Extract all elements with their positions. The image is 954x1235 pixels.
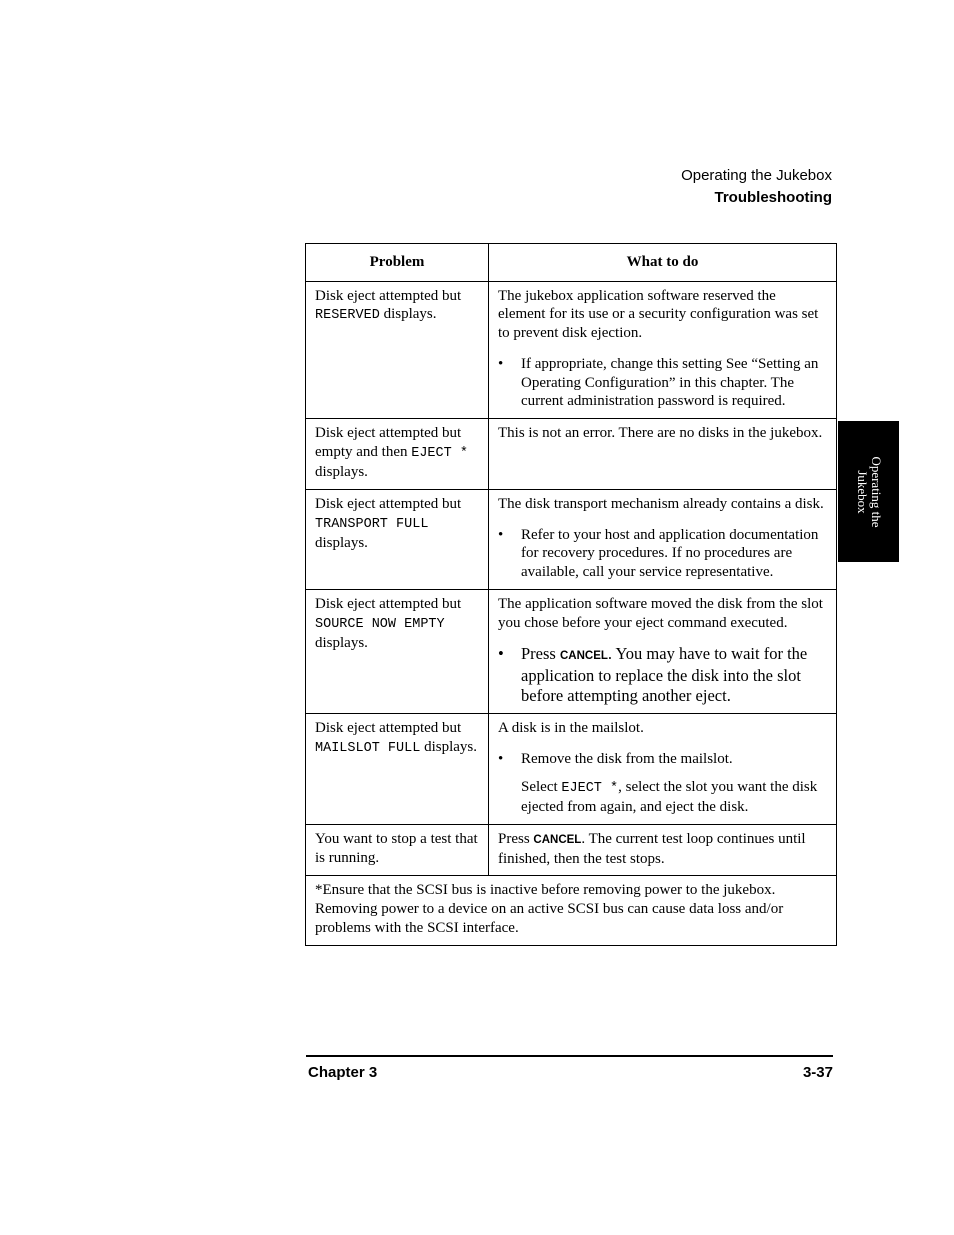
footer-rule	[306, 1055, 833, 1057]
chapter-title: Operating the Jukebox	[681, 167, 832, 184]
display-message: EJECT *	[411, 445, 468, 461]
action-text: This is not an error. There are no disks in the jukebox.	[498, 424, 823, 441]
action-subtext: Select EJECT *, select the slot you want the disk ejected from again, and eject the disk.	[521, 778, 818, 816]
bullet-icon: •	[498, 644, 504, 664]
action-bullet: • Press CANCEL. You may have to wait for the application to replace the disk into the slot before attempting another eject.	[498, 644, 808, 706]
action-text: The jukebox application software reserved the element for its use or a security configuration was set to prevent disk ejection.	[498, 287, 819, 342]
problem-cell: Disk eject attempted but empty and then EJECT * displays.	[306, 418, 489, 489]
action-cell	[489, 281, 837, 418]
table-row	[306, 490, 837, 590]
bullet-icon: •	[498, 526, 504, 543]
section-title: Troubleshooting	[714, 189, 832, 206]
table-header-row	[306, 244, 837, 282]
table-row	[306, 418, 837, 489]
cancel-key-label: CANCEL	[533, 834, 582, 847]
problem-cell: Disk eject attempted but TRANSPORT FULL displays.	[306, 490, 489, 590]
action-bullet: • Remove the disk from the mailslot.	[498, 750, 733, 767]
action-text: The disk transport mechanism already contains a disk.	[498, 496, 824, 513]
action-bullet: • Refer to your host and application documentation for recovery procedures. If no procedures are available, call your service representative.	[498, 526, 819, 581]
problem-cell: Disk eject attempted but MAILSLOT FULL displays.	[306, 714, 489, 825]
display-message: TRANSPORT FULL	[315, 516, 429, 532]
troubleshooting-table	[305, 243, 837, 946]
action-bullet: • If appropriate, change this setting See “Setting an Operating Configuration” in this chapter. The current administration password is required.	[498, 355, 819, 410]
action-text: The application software moved the disk from the slot you chose before your eject command executed.	[498, 595, 823, 631]
display-message: SOURCE NOW EMPTY	[315, 616, 445, 632]
action-text: A disk is in the mailslot.	[498, 720, 644, 737]
footer-chapter: Chapter 3	[308, 1064, 378, 1081]
table-row	[306, 281, 837, 418]
table-row	[306, 589, 837, 713]
footnote-row	[306, 876, 837, 945]
action-cell: Press CANCEL. The current test loop continues until finished, then the test stops.	[489, 825, 837, 876]
problem-cell: Disk eject attempted but SOURCE NOW EMPTY displays.	[306, 589, 489, 713]
problem-cell: You want to stop a test that is running.	[306, 825, 489, 876]
action-cell	[489, 490, 837, 590]
bullet-icon: •	[498, 750, 504, 767]
column-header-problem: Problem	[306, 244, 489, 282]
running-header	[681, 165, 832, 209]
column-header-what-to-do: What to do	[489, 244, 837, 282]
action-cell	[489, 714, 837, 825]
action-cell	[489, 418, 837, 489]
display-message: RESERVED	[315, 308, 380, 324]
cancel-key-label: CANCEL	[559, 650, 608, 663]
page-number: 3-37	[802, 1064, 833, 1081]
footnote: *Ensure that the SCSI bus is inactive before removing power to the jukebox. Removing power to a device on an active SCSI bus can cause data loss and/or problems with the SCSI interface.	[306, 876, 837, 945]
display-message: MAILSLOT FULL	[315, 740, 421, 756]
chapter-side-tab	[838, 421, 899, 562]
table-row	[306, 825, 837, 876]
table-row	[306, 714, 837, 825]
side-tab-label: Operating the Jukebox	[854, 455, 884, 528]
bullet-icon: •	[498, 355, 504, 372]
display-message: EJECT *	[561, 780, 619, 796]
problem-cell: Disk eject attempted but RESERVED displays.	[306, 281, 489, 418]
action-cell	[489, 589, 837, 713]
